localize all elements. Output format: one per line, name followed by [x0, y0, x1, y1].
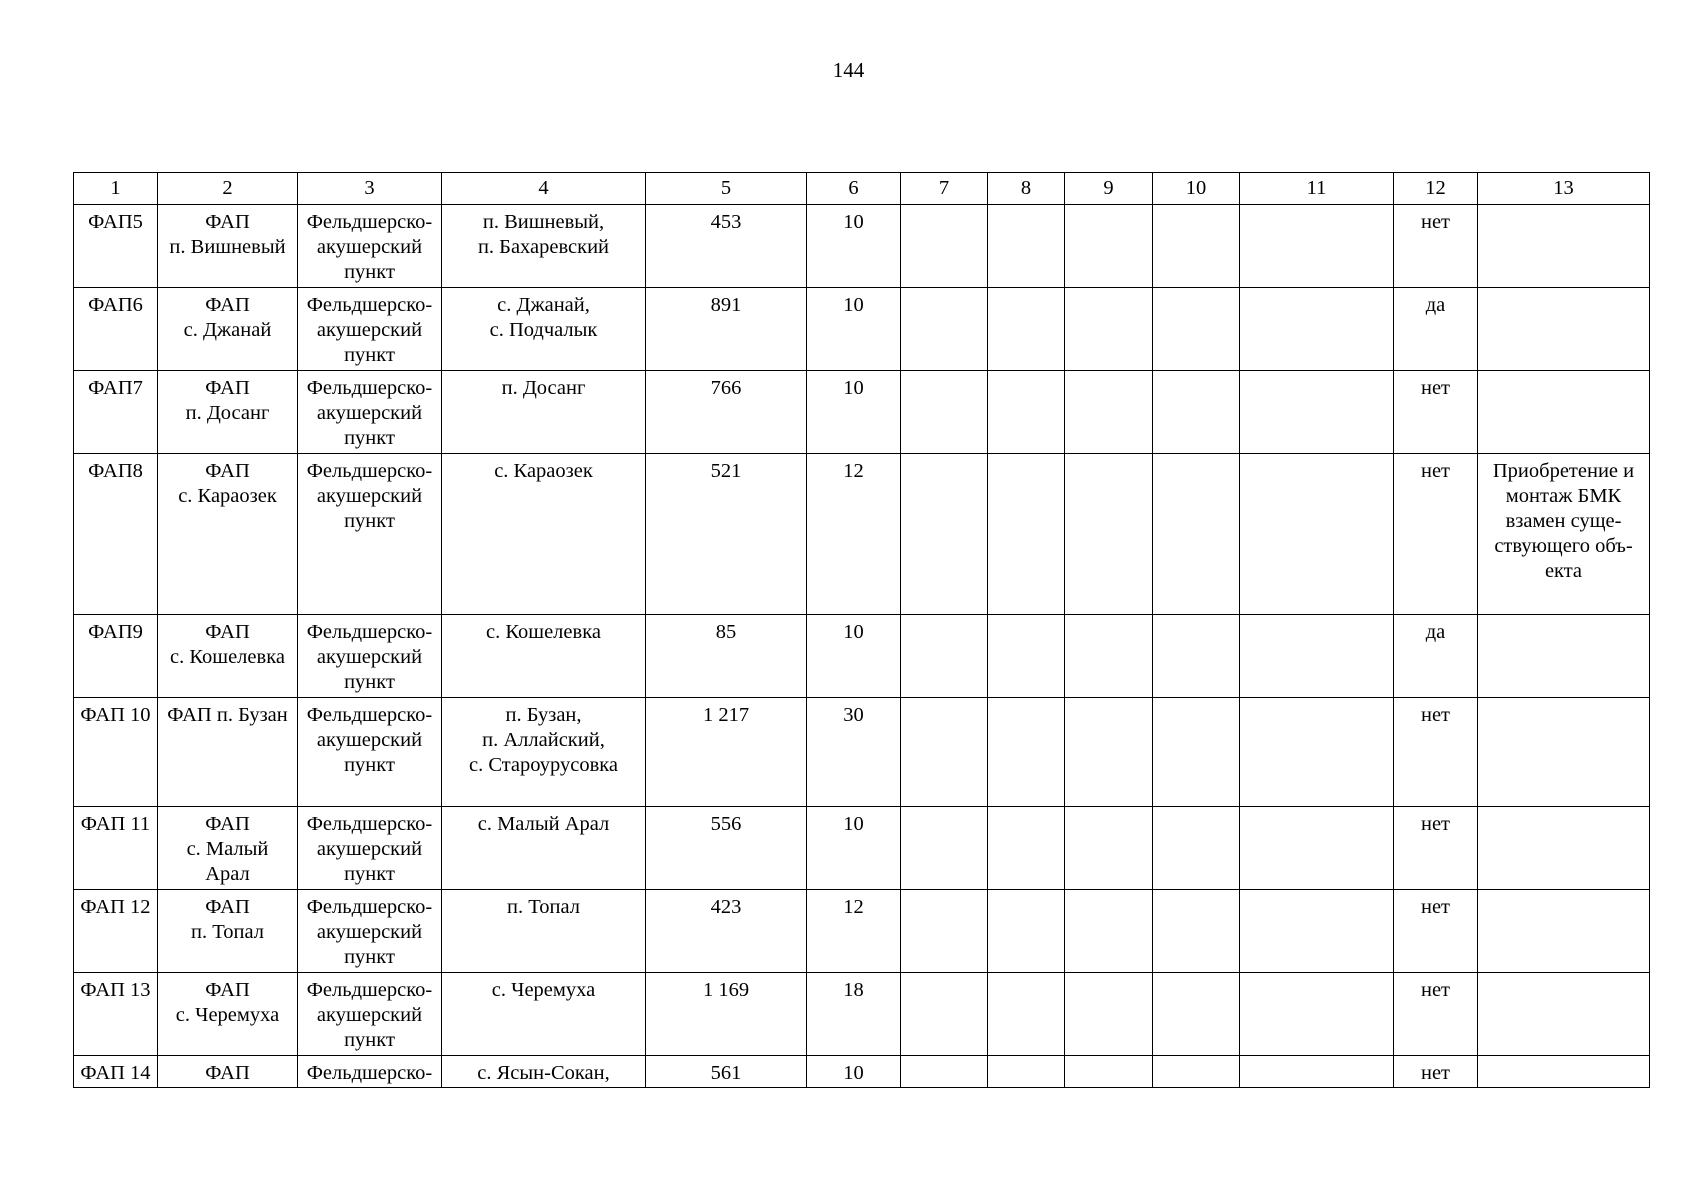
col6-value-cell: 10 [807, 288, 901, 371]
col10-cell [1153, 454, 1240, 615]
note-cell [1478, 615, 1650, 698]
population-cell: 766 [646, 371, 807, 454]
col12-status-cell: нет [1394, 371, 1478, 454]
facility-name-cell: ФАП с. Кошелевка [158, 615, 298, 698]
col6-value-cell: 10 [807, 1056, 901, 1088]
col7-cell [901, 288, 988, 371]
table-row [74, 807, 1650, 890]
col8-cell [988, 1056, 1065, 1088]
table-row [74, 615, 1650, 698]
col6-value-cell: 10 [807, 371, 901, 454]
table-row [74, 454, 1650, 615]
col10-cell [1153, 205, 1240, 288]
note-cell [1478, 807, 1650, 890]
note-cell: Приобретение и монтаж БМК взамен суще- ствующего объ- екта [1478, 454, 1650, 615]
col12-status-cell: нет [1394, 698, 1478, 807]
col10-cell [1153, 973, 1240, 1056]
facility-type-cell: Фельдшерско- акушерский пункт [298, 288, 442, 371]
col7-cell [901, 205, 988, 288]
col10-cell [1153, 1056, 1240, 1088]
facility-code-cell: ФАП9 [74, 615, 158, 698]
col12-status-cell: нет [1394, 1056, 1478, 1088]
facility-type-cell: Фельдшерско- акушерский пункт [298, 205, 442, 288]
table-row [74, 1056, 1650, 1088]
col12-status-cell: да [1394, 288, 1478, 371]
col12-status-cell: да [1394, 615, 1478, 698]
col10-cell [1153, 807, 1240, 890]
col6-value-cell: 10 [807, 807, 901, 890]
facility-name-cell: ФАП с. Джанай [158, 288, 298, 371]
facility-name-cell: ФАП п. Топал [158, 890, 298, 973]
col12-status-cell: нет [1394, 205, 1478, 288]
header-cell: 3 [298, 173, 442, 205]
facility-name-cell: ФАП с. Малый Арал [158, 807, 298, 890]
settlements-cell: п. Бузан, п. Аллайский, с. Староурусовка [442, 698, 646, 807]
settlements-cell: с. Караозек [442, 454, 646, 615]
col8-cell [988, 205, 1065, 288]
note-cell [1478, 973, 1650, 1056]
header-cell: 9 [1065, 173, 1153, 205]
population-cell: 891 [646, 288, 807, 371]
population-cell: 521 [646, 454, 807, 615]
population-cell: 561 [646, 1056, 807, 1088]
settlements-cell: п. Топал [442, 890, 646, 973]
facility-name-cell: ФАП [158, 1056, 298, 1088]
col7-cell [901, 973, 988, 1056]
col6-value-cell: 12 [807, 890, 901, 973]
col11-cell [1240, 454, 1394, 615]
col12-status-cell: нет [1394, 890, 1478, 973]
facility-code-cell: ФАП 12 [74, 890, 158, 973]
facility-type-cell: Фельдшерско- акушерский пункт [298, 890, 442, 973]
facility-code-cell: ФАП6 [74, 288, 158, 371]
facility-code-cell: ФАП8 [74, 454, 158, 615]
table-row [74, 288, 1650, 371]
settlements-cell: с. Ясын-Сокан, [442, 1056, 646, 1088]
facility-type-cell: Фельдшерско- [298, 1056, 442, 1088]
facility-name-cell: ФАП п. Вишневый [158, 205, 298, 288]
population-cell: 85 [646, 615, 807, 698]
col6-value-cell: 30 [807, 698, 901, 807]
facility-type-cell: Фельдшерско- акушерский пункт [298, 454, 442, 615]
facility-type-cell: Фельдшерско- акушерский пункт [298, 371, 442, 454]
col12-status-cell: нет [1394, 973, 1478, 1056]
facility-code-cell: ФАП 11 [74, 807, 158, 890]
facility-name-cell: ФАП п. Досанг [158, 371, 298, 454]
col8-cell [988, 288, 1065, 371]
col8-cell [988, 890, 1065, 973]
col7-cell [901, 807, 988, 890]
population-cell: 453 [646, 205, 807, 288]
col10-cell [1153, 288, 1240, 371]
facility-type-cell: Фельдшерско- акушерский пункт [298, 698, 442, 807]
header-cell: 6 [807, 173, 901, 205]
header-cell: 7 [901, 173, 988, 205]
table-row [74, 371, 1650, 454]
col9-cell [1065, 371, 1153, 454]
col8-cell [988, 615, 1065, 698]
col7-cell [901, 698, 988, 807]
col11-cell [1240, 973, 1394, 1056]
header-cell: 2 [158, 173, 298, 205]
col6-value-cell: 10 [807, 205, 901, 288]
col11-cell [1240, 1056, 1394, 1088]
table-row [74, 698, 1650, 807]
facility-type-cell: Фельдшерско- акушерский пункт [298, 615, 442, 698]
facility-name-cell: ФАП с. Караозек [158, 454, 298, 615]
note-cell [1478, 205, 1650, 288]
population-cell: 556 [646, 807, 807, 890]
col9-cell [1065, 205, 1153, 288]
col11-cell [1240, 807, 1394, 890]
facility-name-cell: ФАП п. Бузан [158, 698, 298, 807]
table-row [74, 205, 1650, 288]
col7-cell [901, 454, 988, 615]
settlements-cell: с. Черемуха [442, 973, 646, 1056]
facility-type-cell: Фельдшерско- акушерский пункт [298, 807, 442, 890]
col9-cell [1065, 288, 1153, 371]
page-number: 144 [832, 58, 865, 82]
col12-status-cell: нет [1394, 454, 1478, 615]
note-cell [1478, 371, 1650, 454]
header-cell: 11 [1240, 173, 1394, 205]
col8-cell [988, 973, 1065, 1056]
facility-name-cell: ФАП с. Черемуха [158, 973, 298, 1056]
facility-code-cell: ФАП7 [74, 371, 158, 454]
header-cell: 13 [1478, 173, 1650, 205]
table-row [74, 973, 1650, 1056]
col11-cell [1240, 288, 1394, 371]
settlements-cell: п. Вишневый, п. Бахаревский [442, 205, 646, 288]
col11-cell [1240, 890, 1394, 973]
col9-cell [1065, 973, 1153, 1056]
settlements-cell: п. Досанг [442, 371, 646, 454]
population-cell: 1 217 [646, 698, 807, 807]
population-cell: 423 [646, 890, 807, 973]
col11-cell [1240, 698, 1394, 807]
facility-type-cell: Фельдшерско- акушерский пункт [298, 973, 442, 1056]
col11-cell [1240, 371, 1394, 454]
table-header-row [74, 173, 1650, 205]
col10-cell [1153, 890, 1240, 973]
header-cell: 8 [988, 173, 1065, 205]
settlements-cell: с. Джанай, с. Подчалык [442, 288, 646, 371]
settlements-cell: с. Малый Арал [442, 807, 646, 890]
facility-code-cell: ФАП 13 [74, 973, 158, 1056]
table-body [74, 205, 1650, 1088]
col6-value-cell: 12 [807, 454, 901, 615]
col10-cell [1153, 615, 1240, 698]
header-cell: 12 [1394, 173, 1478, 205]
col8-cell [988, 371, 1065, 454]
col9-cell [1065, 698, 1153, 807]
col6-value-cell: 10 [807, 615, 901, 698]
col10-cell [1153, 698, 1240, 807]
note-cell [1478, 288, 1650, 371]
population-cell: 1 169 [646, 973, 807, 1056]
table-row [74, 890, 1650, 973]
header-cell: 5 [646, 173, 807, 205]
col7-cell [901, 890, 988, 973]
facility-code-cell: ФАП5 [74, 205, 158, 288]
col8-cell [988, 698, 1065, 807]
header-cell: 1 [74, 173, 158, 205]
header-cell: 4 [442, 173, 646, 205]
col8-cell [988, 454, 1065, 615]
col11-cell [1240, 615, 1394, 698]
header-cell: 10 [1153, 173, 1240, 205]
note-cell [1478, 698, 1650, 807]
facilities-table [73, 172, 1650, 1088]
col9-cell [1065, 890, 1153, 973]
col9-cell [1065, 454, 1153, 615]
col11-cell [1240, 205, 1394, 288]
note-cell [1478, 890, 1650, 973]
col7-cell [901, 615, 988, 698]
settlements-cell: с. Кошелевка [442, 615, 646, 698]
col9-cell [1065, 1056, 1153, 1088]
col7-cell [901, 371, 988, 454]
col7-cell [901, 1056, 988, 1088]
col12-status-cell: нет [1394, 807, 1478, 890]
col9-cell [1065, 615, 1153, 698]
col6-value-cell: 18 [807, 973, 901, 1056]
col8-cell [988, 807, 1065, 890]
facility-code-cell: ФАП 10 [74, 698, 158, 807]
col9-cell [1065, 807, 1153, 890]
facility-code-cell: ФАП 14 [74, 1056, 158, 1088]
note-cell [1478, 1056, 1650, 1088]
col10-cell [1153, 371, 1240, 454]
